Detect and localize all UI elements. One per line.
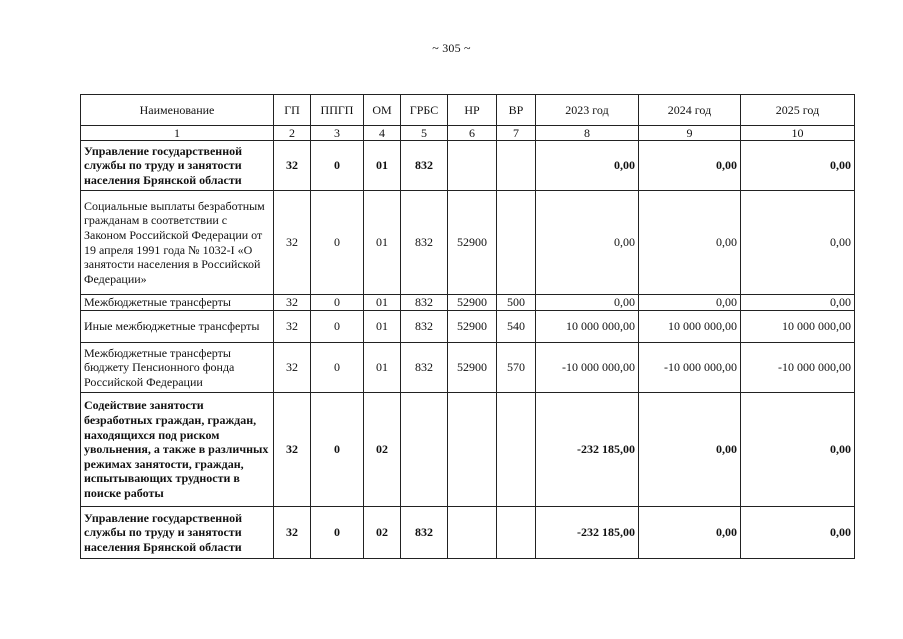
row-name-cell: Межбюджетные трансферты: [81, 295, 274, 311]
nr-cell: [448, 141, 497, 191]
om-cell: 01: [364, 191, 401, 295]
column-number-cell: 9: [639, 126, 741, 141]
row-name-cell: Иные межбюджетные трансферты: [81, 311, 274, 343]
column-number-cell: 7: [497, 126, 536, 141]
year-2025-cell: 0,00: [741, 507, 855, 559]
vr-cell: [497, 507, 536, 559]
year-2025-cell: 0,00: [741, 393, 855, 507]
header-cell: ВР: [497, 95, 536, 126]
nr-cell: 52900: [448, 191, 497, 295]
gp-cell: 32: [274, 191, 311, 295]
nr-cell: 52900: [448, 295, 497, 311]
vr-cell: 570: [497, 343, 536, 393]
ppgp-cell: 0: [311, 311, 364, 343]
year-2023-cell: 0,00: [536, 295, 639, 311]
gp-cell: 32: [274, 507, 311, 559]
header-row: [81, 95, 855, 126]
grbs-cell: 832: [401, 191, 448, 295]
ppgp-cell: 0: [311, 343, 364, 393]
column-number-cell: 8: [536, 126, 639, 141]
gp-cell: 32: [274, 343, 311, 393]
ppgp-cell: 0: [311, 141, 364, 191]
table-row: [81, 191, 855, 295]
ppgp-cell: 0: [311, 295, 364, 311]
column-number-cell: 4: [364, 126, 401, 141]
column-number-cell: 6: [448, 126, 497, 141]
vr-cell: 500: [497, 295, 536, 311]
table-row: [81, 343, 855, 393]
year-2024-cell: 0,00: [639, 295, 741, 311]
grbs-cell: 832: [401, 295, 448, 311]
year-2024-cell: 0,00: [639, 507, 741, 559]
column-number-cell: 10: [741, 126, 855, 141]
grbs-cell: 832: [401, 141, 448, 191]
header-cell: ОМ: [364, 95, 401, 126]
om-cell: 01: [364, 311, 401, 343]
nr-cell: [448, 393, 497, 507]
ppgp-cell: 0: [311, 507, 364, 559]
table-row: [81, 507, 855, 559]
vr-cell: [497, 393, 536, 507]
year-2023-cell: -232 185,00: [536, 507, 639, 559]
year-2024-cell: -10 000 000,00: [639, 343, 741, 393]
year-2023-cell: -232 185,00: [536, 393, 639, 507]
gp-cell: 32: [274, 311, 311, 343]
column-number-cell: 3: [311, 126, 364, 141]
grbs-cell: 832: [401, 507, 448, 559]
om-cell: 02: [364, 393, 401, 507]
year-2025-cell: 0,00: [741, 295, 855, 311]
row-name-cell: Содействие занятости безработных граждан, граждан, находящихся под риском увольнения, а также в различных режимах занятости, граждан, испытывающих трудности в поиске работы: [81, 393, 274, 507]
ppgp-cell: 0: [311, 393, 364, 507]
table-row: [81, 295, 855, 311]
nr-cell: 52900: [448, 311, 497, 343]
year-2024-cell: 0,00: [639, 191, 741, 295]
page-number: ~ 305 ~: [432, 41, 471, 55]
table-row: [81, 311, 855, 343]
year-2024-cell: 10 000 000,00: [639, 311, 741, 343]
om-cell: 01: [364, 343, 401, 393]
header-cell: 2023 год: [536, 95, 639, 126]
grbs-cell: [401, 393, 448, 507]
gp-cell: 32: [274, 393, 311, 507]
om-cell: 02: [364, 507, 401, 559]
gp-cell: 32: [274, 295, 311, 311]
budget-table: [80, 94, 855, 559]
year-2023-cell: 10 000 000,00: [536, 311, 639, 343]
ppgp-cell: 0: [311, 191, 364, 295]
table-row: [81, 393, 855, 507]
header-cell: ГРБС: [401, 95, 448, 126]
om-cell: 01: [364, 295, 401, 311]
year-2023-cell: -10 000 000,00: [536, 343, 639, 393]
header-cell: ППГП: [311, 95, 364, 126]
gp-cell: 32: [274, 141, 311, 191]
grbs-cell: 832: [401, 343, 448, 393]
header-cell: ГП: [274, 95, 311, 126]
header-cell: НР: [448, 95, 497, 126]
grbs-cell: 832: [401, 311, 448, 343]
year-2025-cell: 0,00: [741, 141, 855, 191]
table-row: [81, 141, 855, 191]
header-cell: 2025 год: [741, 95, 855, 126]
row-name-cell: Межбюджетные трансферты бюджету Пенсионного фонда Российской Федерации: [81, 343, 274, 393]
column-number-cell: 1: [81, 126, 274, 141]
column-number-cell: 2: [274, 126, 311, 141]
year-2023-cell: 0,00: [536, 191, 639, 295]
vr-cell: [497, 141, 536, 191]
year-2024-cell: 0,00: [639, 141, 741, 191]
year-2024-cell: 0,00: [639, 393, 741, 507]
row-name-cell: Управление государственной службы по труду и занятости населения Брянской области: [81, 507, 274, 559]
column-number-cell: 5: [401, 126, 448, 141]
header-cell: 2024 год: [639, 95, 741, 126]
year-2025-cell: 10 000 000,00: [741, 311, 855, 343]
year-2023-cell: 0,00: [536, 141, 639, 191]
vr-cell: 540: [497, 311, 536, 343]
year-2025-cell: -10 000 000,00: [741, 343, 855, 393]
header-cell: Наименование: [81, 95, 274, 126]
row-name-cell: Социальные выплаты безработным гражданам в соответствии с Законом Российской Федерации от 19 апреля 1991 года № 1032-I «О занятости населения в Российской Федерации»: [81, 191, 274, 295]
om-cell: 01: [364, 141, 401, 191]
nr-cell: [448, 507, 497, 559]
row-name-cell: Управление государственной службы по труду и занятости населения Брянской области: [81, 141, 274, 191]
year-2025-cell: 0,00: [741, 191, 855, 295]
vr-cell: [497, 191, 536, 295]
column-number-row: [81, 126, 855, 141]
nr-cell: 52900: [448, 343, 497, 393]
